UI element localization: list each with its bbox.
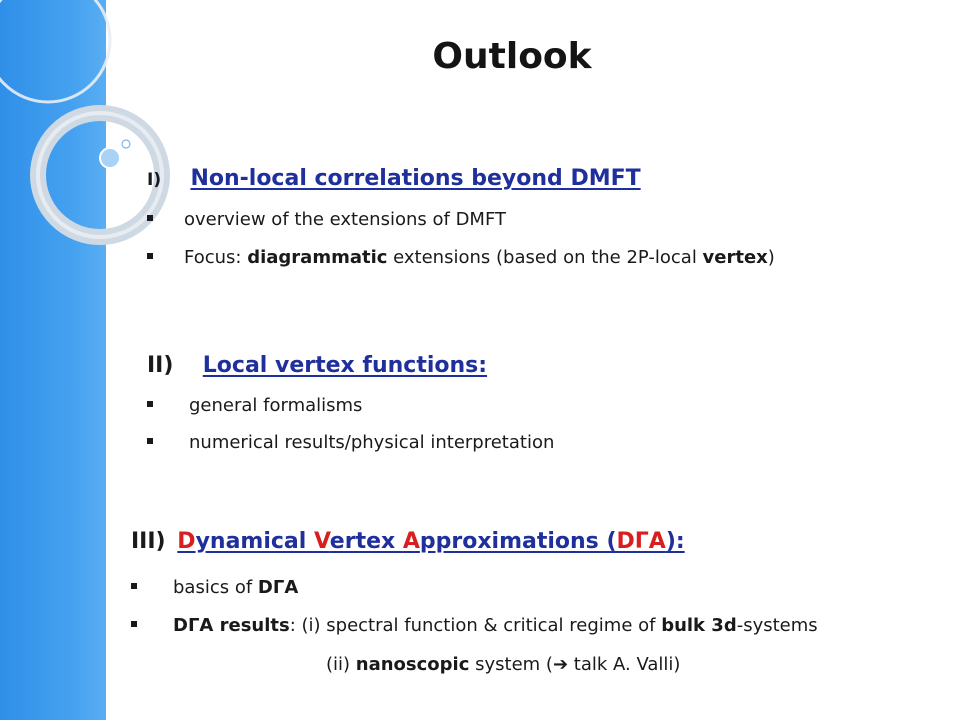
section-2-bullet-2 [147, 432, 555, 453]
slide-title: Outlook [432, 36, 592, 77]
section-3-bullet-3-continuation [326, 654, 680, 675]
section-3-number: III) [131, 529, 166, 554]
bullet-text: Focus: diagrammatic extensions (based on the 2P-local vertex) [184, 247, 775, 268]
bullet-square-icon [147, 215, 153, 221]
bullet-text: basics of DΓA [173, 577, 299, 598]
section-2-title: Local vertex functions: [202, 353, 488, 378]
section-3-heading [131, 529, 685, 554]
section-3-bullet-2 [131, 615, 818, 636]
section-1-number: I) [147, 170, 162, 190]
section-2-bullet-1 [147, 395, 363, 416]
bullet-text: general formalisms [189, 395, 363, 416]
section-3-bullet-1 [131, 577, 299, 598]
bullet-square-icon [147, 438, 153, 444]
bullet-text: DΓA results: (i) spectral function & critical regime of bulk 3d-systems [173, 615, 818, 636]
bullet-square-icon [131, 583, 137, 589]
bullet-text: numerical results/physical interpretation [189, 432, 555, 453]
section-1-bullet-1 [147, 209, 506, 230]
section-1-heading [147, 166, 641, 191]
bullet-text: (ii) nanoscopic system (➔ talk A. Valli) [326, 654, 681, 675]
section-2-number: II) [147, 353, 174, 378]
bullet-text: overview of the extensions of DMFT [184, 209, 506, 230]
bullet-square-icon [131, 621, 137, 627]
bullet-square-icon [147, 401, 153, 407]
bullet-square-icon [147, 253, 153, 259]
section-3-title: Dynamical Vertex Approximations (DΓA): [177, 529, 685, 554]
section-2-heading [147, 353, 487, 378]
arrow-right-icon: ➔ [552, 654, 569, 675]
section-1-bullet-2 [147, 247, 775, 268]
section-1-title: Non-local correlations beyond DMFT [190, 166, 641, 191]
